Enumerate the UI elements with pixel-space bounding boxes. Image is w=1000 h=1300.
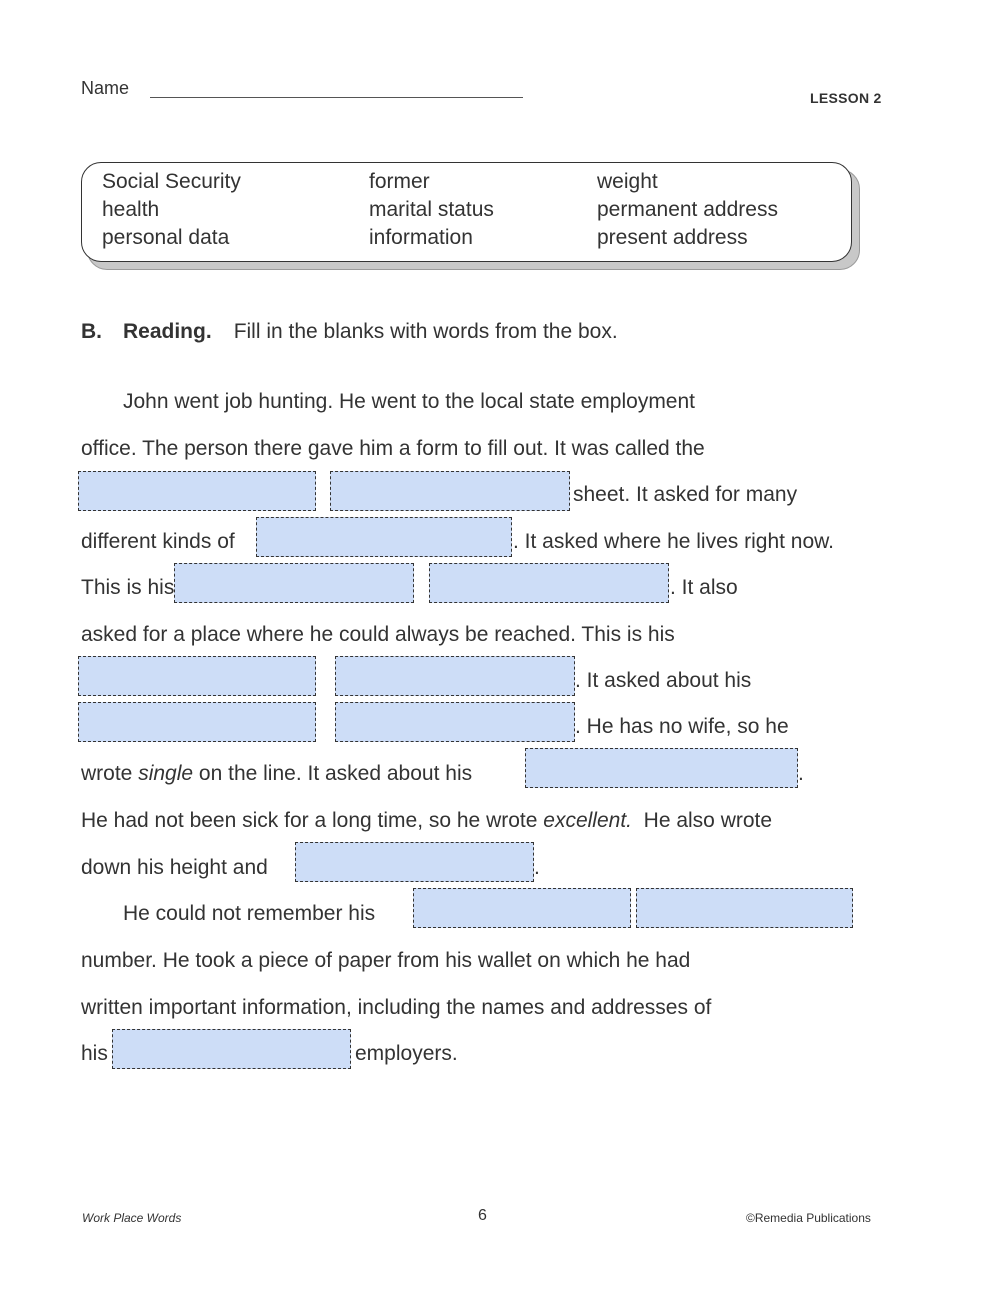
passage-line: .: [798, 762, 804, 785]
blank-input[interactable]: [78, 471, 316, 511]
passage-line: written important information, including the names and addresses of: [81, 996, 712, 1019]
word-item: present address: [597, 226, 748, 249]
italic-word: single: [138, 762, 194, 785]
passage-line: employers.: [355, 1042, 458, 1065]
blank-input[interactable]: [525, 748, 798, 788]
blank-input[interactable]: [112, 1029, 351, 1069]
section-title: Reading.: [123, 320, 212, 343]
page-number: 6: [478, 1207, 487, 1224]
word-item: information: [369, 226, 473, 249]
passage-line: . It asked about his: [575, 669, 752, 692]
passage-line: . He has no wife, so he: [575, 715, 789, 738]
text: wrote: [81, 762, 133, 785]
passage-line: down his height and: [81, 856, 268, 879]
passage-line: .: [534, 856, 540, 879]
word-item: Social Security: [102, 170, 241, 193]
passage-line: [81, 807, 772, 835]
name-label: Name: [81, 78, 130, 98]
word-item: personal data: [102, 226, 230, 249]
blank-input[interactable]: [335, 702, 575, 742]
passage-line: different kinds of: [81, 530, 235, 553]
passage-line: office. The person there gave him a form to fill out. It was called the: [81, 437, 705, 460]
blank-input[interactable]: [429, 563, 669, 603]
text: He had not been sick for a long time, so he wrote: [81, 809, 538, 832]
blank-input[interactable]: [174, 563, 414, 603]
passage-line: He could not remember his: [123, 902, 376, 925]
blank-input[interactable]: [636, 888, 853, 928]
passage-line: number. He took a piece of paper from his wallet on which he had: [81, 949, 691, 972]
word-item: former: [369, 170, 430, 193]
blank-input[interactable]: [335, 656, 575, 696]
passage-line: sheet. It asked for many: [573, 483, 798, 506]
blank-input[interactable]: [295, 842, 534, 882]
passage-line: . It asked where he lives right now.: [513, 530, 834, 553]
word-item: weight: [597, 170, 658, 193]
footer-publisher: ©Remedia Publications: [746, 1211, 871, 1225]
text: He also wrote: [643, 809, 773, 832]
passage-line: This is his: [81, 576, 175, 599]
text: on the line. It asked about his: [198, 762, 473, 785]
passage-line: . It also: [670, 576, 738, 599]
passage-line: his: [81, 1042, 108, 1065]
blank-input[interactable]: [330, 471, 570, 511]
word-item: marital status: [369, 198, 494, 221]
footer-book-title: Work Place Words: [82, 1211, 182, 1225]
lesson-label: LESSON 2: [810, 90, 882, 106]
passage-line: John went job hunting. He went to the local state employment: [123, 390, 696, 413]
blank-input[interactable]: [256, 517, 512, 557]
blank-input[interactable]: [78, 702, 316, 742]
name-line[interactable]: [150, 97, 523, 98]
word-item: permanent address: [597, 198, 778, 221]
blank-input[interactable]: [413, 888, 631, 928]
blank-input[interactable]: [78, 656, 316, 696]
word-item: health: [102, 198, 160, 221]
section-instruction: Fill in the blanks with words from the box.: [233, 320, 618, 343]
passage-line: [81, 760, 472, 788]
passage-line: asked for a place where he could always be reached. This is his: [81, 623, 675, 646]
section-letter: B.: [81, 320, 102, 343]
italic-word: excellent.: [543, 809, 632, 832]
section-heading: [81, 320, 618, 344]
